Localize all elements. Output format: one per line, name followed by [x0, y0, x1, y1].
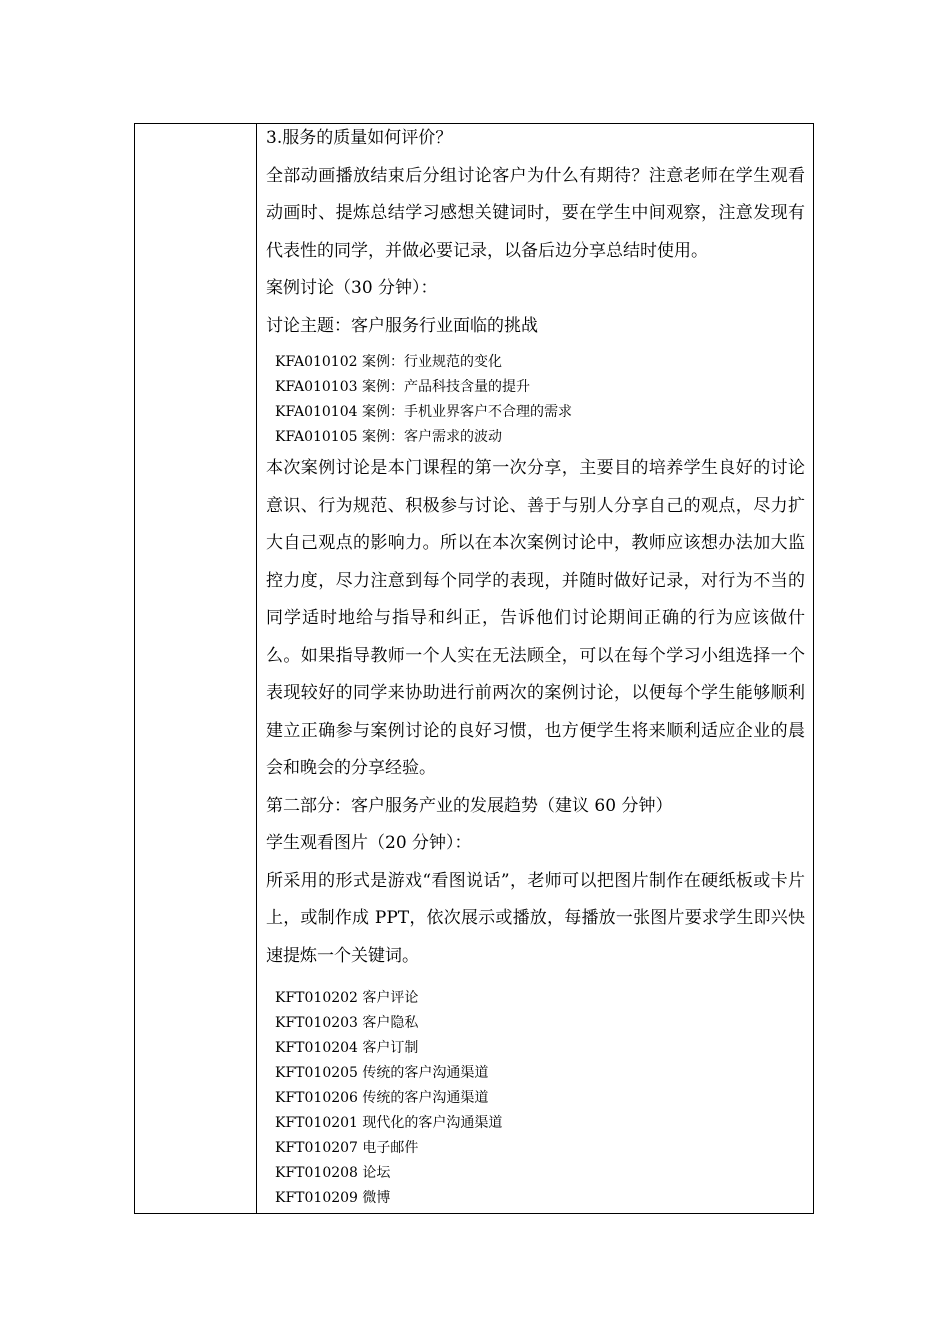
- case-list: [266, 350, 805, 450]
- picture-activity-heading: 学生观看图片（20 分钟）：: [266, 833, 472, 853]
- case-discussion-heading: 案例讨论（30 分钟）：: [266, 278, 438, 298]
- picture-activity-description: 所采用的形式是游戏“看图说话”，老师可以把图片制作在硬纸板或卡片上，或制作成 PPT，依次展示或播放，每播放一张图片要求学生即兴快速提炼一个关键词。: [266, 870, 805, 966]
- picture-item: KFT010207 电子邮件: [275, 1140, 419, 1156]
- table-left-cell: [135, 124, 257, 1213]
- table-content-cell: [257, 124, 813, 1213]
- case-item: KFA010105 案例：客户需求的波动: [275, 429, 502, 445]
- picture-item: KFT010204 客户订制: [275, 1040, 419, 1056]
- picture-item: KFT010201 现代化的客户沟通渠道: [275, 1115, 503, 1131]
- case-item: KFA010103 案例：产品科技含量的提升: [275, 379, 530, 395]
- picture-item: KFT010206 传统的客户沟通渠道: [275, 1090, 489, 1106]
- case-guidance-paragraph: 本次案例讨论是本门课程的第一次分享，主要目的培养学生良好的讨论意识、行为规范、积极参与讨论、善于与别人分享自己的观点，尽力扩大自己观点的影响力。所以在本次案例讨论中，教师应该想办法加大监控力度，尽力注意到每个同学的表现，并随时做好记录，对行为不当的同学适时地给与指导和纠正，告诉他们讨论期间正确的行为应该做什么。如果指导教师一个人实在无法顾全，可以在每个学习小组选择一个表现较好的同学来协助进行前两次的案例讨论，以便每个学生能够顺利建立正确参与案例讨论的良好习惯，也方便学生将来顺利适应企业的晨会和晚会的分享经验。: [266, 458, 805, 778]
- lesson-table: [134, 123, 814, 1214]
- picture-item: KFT010202 客户评论: [275, 990, 419, 1006]
- case-item: KFA010104 案例：手机业界客户不合理的需求: [275, 404, 572, 420]
- question-heading: 3.服务的质量如何评价？: [266, 128, 453, 148]
- picture-item: KFT010205 传统的客户沟通渠道: [275, 1065, 489, 1081]
- picture-item: KFT010203 客户隐私: [275, 1015, 419, 1031]
- case-item: KFA010102 案例：行业规范的变化: [275, 354, 502, 370]
- discussion-topic: 讨论主题：客户服务行业面临的挑战: [266, 315, 538, 336]
- picture-item: KFT010209 微博: [275, 1190, 391, 1206]
- picture-item: KFT010208 论坛: [275, 1165, 391, 1181]
- picture-list: [266, 986, 805, 1211]
- discussion-paragraph: 全部动画播放结束后分组讨论客户为什么有期待？注意老师在学生观看动画时、提炼总结学习感想关键词时，要在学生中间观察，注意发现有代表性的同学，并做必要记录，以备后边分享总结时使用。: [266, 165, 805, 261]
- part-two-heading: 第二部分：客户服务产业的发展趋势（建议 60 分钟）: [266, 795, 673, 816]
